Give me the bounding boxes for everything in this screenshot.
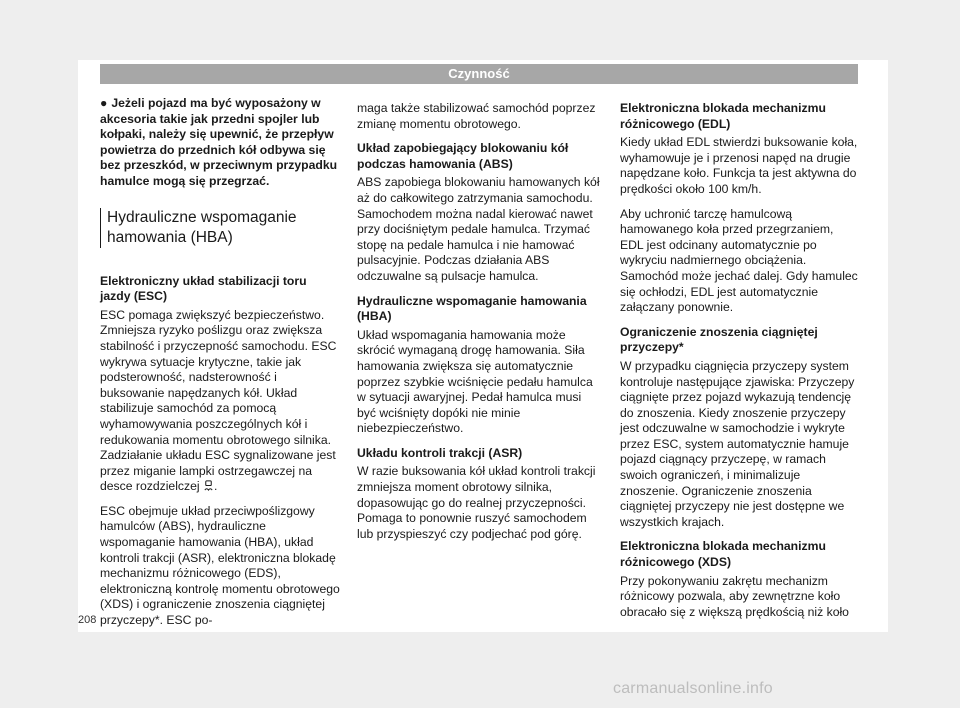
note-text: Jeżeli pojazd ma być wyposażony w akcesoria takie jak przedni spojler lub kołpaki, należy się upewnić, że przepływ powietrza do przednich kół odbywa się bez przeszkód, w przeciwnym przypadku hamulce mogą się przegrzać. [100,96,338,188]
page-header: Czynność [100,64,858,84]
asr-heading: Układu kontroli trakcji (ASR) [357,445,523,460]
edl-paragraph-1: Kiedy układ EDL stwierdzi buksowanie koła, wyhamowuje je i przenosi napęd na drugie napędzane koło. Funkcja ta jest aktywna do prędkości około 100 km/h. [620,135,858,196]
bullet-icon: ● [100,96,108,110]
page-number: 208 [78,614,97,626]
asr-paragraph: W razie buksowania kół układ kontroli trakcji zmniejsza moment obrotowy silnika, dopasowując go do realnej przyczepności. Pomaga to ponownie ruszyć samochodem lub przyspieszyć czy podjechać pod górę. [357,464,596,541]
trailer-heading: Ograniczenie znoszenia ciągniętej przyczepy* [620,324,818,355]
esc-heading: Elektroniczny układ stabilizacji toru jazdy (ESC) [100,273,307,304]
hba-paragraph: Układ wspomagania hamowania może skrócić wymaganą drogę hamowania. Siła hamowania zwiększa się automatycznie poprzez szybkie wciśnięcie pedału hamulca w sytuacji awaryjnej. Pedał hamulca musi być wciśnięty dopóki nie minie niebezpieczeństwo. [357,327,593,436]
note-bullet [100,96,340,190]
watermark: carmanualsonline.info [613,680,773,697]
xds-heading: Elektroniczna blokada mechanizmu różnicowego (XDS) [620,539,826,570]
edl-paragraph-2: Aby uchronić tarczę hamulcową hamowanego koła przed przegrzaniem, EDL jest odcinany automatycznie po wykryciu nadmiernego obciążenia. Samochód może jechać dalej. Gdy hamulec się ochłodzi, EDL jest automatycznie załączany ponownie. [620,206,858,315]
column-3 [620,96,860,629]
esc-paragraph-1: ESC pomaga zwiększyć bezpieczeństwo. Zmniejsza ryzyko poślizgu oraz zwiększa stabilność i przyczepność samochodu. ESC wykrywa sytuacje krytyczne, takie jak podsterowność, nadsterowność i buksowanie napędzanych kół. Układ stabilizuje samochód za pomocą wyhamowywania poszczególnych kół i redukowania momentu obrotowego silnika. Zadziałanie układu ESC sygnalizowane jest przez miganie lampki ostrzegawczej na desce rozdzielczej . [100,307,337,494]
abs-paragraph: ABS zapobiega blokowaniu hamowanych kół aż do całkowitego zatrzymania samochodu. Samochodem można nadal kierować nawet przy dociśniętym pedale hamulca. Trzymać stopę na pedale hamulca i nie hamować pulsacyjnie. Podczas działania ABS odczuwalne są pulsacje hamulca. [357,175,600,283]
esc-paragraph-2: ESC obejmuje układ przeciwpoślizgowy hamulców (ABS), hydrauliczne wspomaganie hamowania (HBA), układ kontroli trakcji (ASR), elektroniczna blokadę mechanizmu różnicowego (EDS), elektroniczną kontrolę momentu obrotowego (XDS) i ograniczenie znoszenia ciągniętej przyczepy*. ESC po- [100,503,340,628]
column-1 [100,96,340,638]
section-title: Hydrauliczne wspomaganie hamowania (HBA) [100,208,340,248]
hba-heading: Hydrauliczne wspomaganie hamowania (HBA) [357,293,587,324]
esc-paragraph-1-text: ESC pomaga zwiększyć bezpieczeństwo. Zmniejsza ryzyko poślizgu oraz zwiększa stabilność i przyczepność samochodu. ESC wykrywa sytuacje krytyczne, takie jak podsterowność, nadsterowność i buksowanie napędzanych kół. Układ stabilizuje samochód za pomocą wyhamowywania poszczególnych kół i redukowania momentu obrotowego silnika. Zadziałanie układu ESC sygnalizowane jest przez miganie lampki ostrzegawczej na desce rozdzielczej [100,307,337,494]
esc-warning-lamp-icon [203,480,214,491]
xds-paragraph: Przy pokonywaniu zakrętu mechanizm różnicowy pozwala, aby zewnętrzne koło obracało się z większą prędkością niż koło [620,573,849,619]
column-2 [357,96,600,551]
abs-heading: Układ zapobiegający blokowaniu kół podczas hamowania (ABS) [357,141,569,171]
edl-heading: Elektroniczna blokada mechanizmu różnicowego (EDL) [620,101,826,131]
esc-continuation: maga także stabilizować samochód poprzez zmianę momentu obrotowego. [357,101,596,131]
trailer-paragraph: W przypadku ciągnięcia przyczepy system kontroluje następujące zjawiska: Przyczepy ciągnięte przez pojazd wykazują tendencję do znoszenia. Kiedy znoszenie przyczepy jest odczuwalne w samochodzie i wykryte przez ESC, system automatycznie hamuje pojazd ciągnący przyczepę, w ramach swoich ograniczeń, i minimalizuje znoszenie. Ograniczenie znoszenia ciągniętej przyczepy nie jest dostępne we wszystkich krajach. [620,358,855,529]
